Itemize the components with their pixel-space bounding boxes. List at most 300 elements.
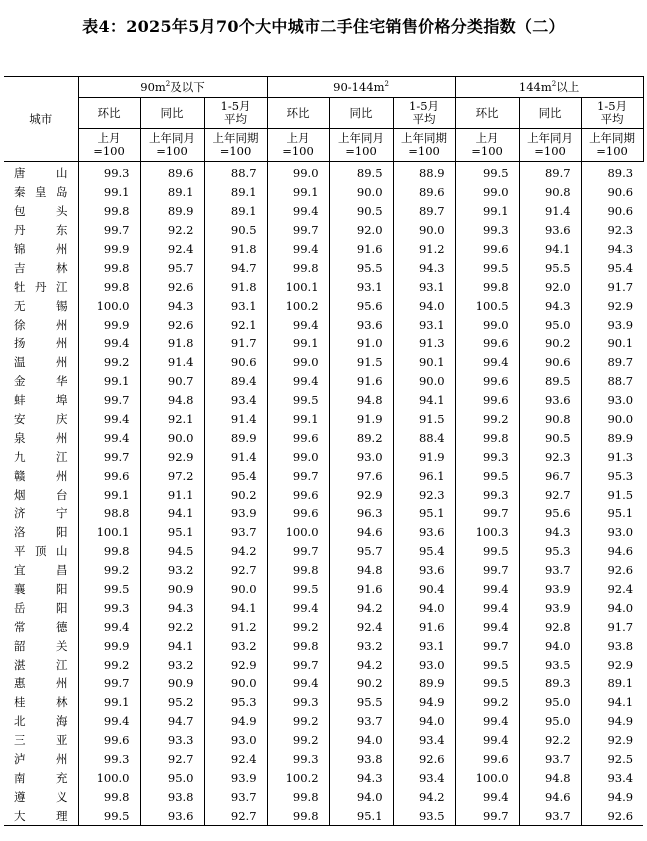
index-value: 94.6 <box>329 523 393 542</box>
index-value: 91.9 <box>329 410 393 429</box>
index-value: 95.6 <box>329 296 393 315</box>
index-value: 92.4 <box>140 240 204 259</box>
table-row <box>4 712 643 731</box>
city-name: 常德 <box>14 619 68 634</box>
index-value: 99.7 <box>267 655 329 674</box>
table-row <box>4 504 643 523</box>
base-header: 上年同期 =100 <box>393 129 455 162</box>
index-value: 99.4 <box>267 674 329 693</box>
index-value: 99.7 <box>78 447 140 466</box>
table-row <box>4 561 643 580</box>
index-value: 100.3 <box>455 523 519 542</box>
index-value: 90.5 <box>329 202 393 221</box>
table-row <box>4 296 643 315</box>
index-value: 99.8 <box>267 636 329 655</box>
index-value: 99.0 <box>267 353 329 372</box>
index-value: 91.4 <box>519 202 581 221</box>
index-value: 91.5 <box>581 485 643 504</box>
city-name: 三亚 <box>14 733 68 748</box>
city-name: 牡丹江 <box>14 279 68 294</box>
index-value: 99.7 <box>267 542 329 561</box>
index-value: 91.3 <box>581 447 643 466</box>
index-value: 93.4 <box>393 769 455 788</box>
index-value: 99.3 <box>78 598 140 617</box>
index-value: 94.2 <box>204 542 267 561</box>
table-row <box>4 221 643 240</box>
table-row <box>4 580 643 599</box>
table-row <box>4 693 643 712</box>
index-value: 88.7 <box>204 162 267 183</box>
index-value: 92.4 <box>204 750 267 769</box>
index-value: 99.4 <box>455 787 519 806</box>
index-value: 93.9 <box>519 598 581 617</box>
index-value: 99.6 <box>78 731 140 750</box>
index-value: 93.0 <box>393 655 455 674</box>
city-name: 九江 <box>14 449 68 464</box>
city-name: 秦皇岛 <box>14 185 68 200</box>
index-value: 99.4 <box>267 372 329 391</box>
index-value: 99.4 <box>78 617 140 636</box>
table-row <box>4 447 643 466</box>
index-value: 93.6 <box>140 806 204 825</box>
index-value: 90.0 <box>329 183 393 202</box>
index-value: 94.1 <box>140 504 204 523</box>
index-value: 93.9 <box>581 315 643 334</box>
table-row <box>4 655 643 674</box>
index-value: 94.9 <box>393 693 455 712</box>
table-row <box>4 617 643 636</box>
index-value: 94.0 <box>393 712 455 731</box>
index-value: 99.9 <box>78 315 140 334</box>
city-name: 济宁 <box>14 506 68 521</box>
index-value: 99.3 <box>78 750 140 769</box>
index-value: 99.5 <box>267 391 329 410</box>
index-value: 94.5 <box>140 542 204 561</box>
index-value: 92.6 <box>393 750 455 769</box>
index-value: 92.2 <box>140 617 204 636</box>
city-name: 吉林 <box>14 260 68 275</box>
table-row <box>4 769 643 788</box>
index-value: 94.8 <box>140 391 204 410</box>
index-value: 90.6 <box>581 183 643 202</box>
city-name: 襄阳 <box>14 582 68 597</box>
index-value: 96.3 <box>329 504 393 523</box>
index-value: 99.7 <box>455 561 519 580</box>
index-value: 99.8 <box>267 806 329 825</box>
index-value: 93.4 <box>393 731 455 750</box>
index-value: 92.2 <box>519 731 581 750</box>
index-value: 90.8 <box>519 183 581 202</box>
table-row <box>4 258 643 277</box>
table-row <box>4 523 643 542</box>
index-value: 99.4 <box>267 240 329 259</box>
index-value: 94.2 <box>393 787 455 806</box>
table-title: 表4：2025年5月70个大中城市二手住宅销售价格分类指数（二） <box>82 17 565 36</box>
index-value: 90.1 <box>581 334 643 353</box>
city-name: 唐山 <box>14 166 68 181</box>
index-value: 99.6 <box>455 750 519 769</box>
index-value: 97.6 <box>329 466 393 485</box>
index-value: 99.0 <box>455 315 519 334</box>
table-row <box>4 240 643 259</box>
index-value: 94.0 <box>329 731 393 750</box>
index-value: 99.3 <box>455 485 519 504</box>
index-value: 93.5 <box>393 806 455 825</box>
index-value: 100.0 <box>267 523 329 542</box>
index-value: 99.1 <box>78 372 140 391</box>
city-name: 扬州 <box>14 336 68 351</box>
index-value: 99.2 <box>455 410 519 429</box>
index-value: 99.6 <box>267 504 329 523</box>
sub-header: 同比 <box>519 98 581 129</box>
index-value: 99.6 <box>455 334 519 353</box>
table-row <box>4 806 643 825</box>
index-value: 99.2 <box>267 731 329 750</box>
index-value: 99.6 <box>455 372 519 391</box>
city-column-header: 城市 <box>4 77 78 162</box>
index-value: 95.0 <box>519 693 581 712</box>
index-value: 95.7 <box>329 542 393 561</box>
index-value: 99.1 <box>78 693 140 712</box>
table-row <box>4 485 643 504</box>
city-name: 泸州 <box>14 752 68 767</box>
index-value: 99.1 <box>78 485 140 504</box>
city-name: 泉州 <box>14 430 68 445</box>
index-value: 93.8 <box>140 787 204 806</box>
index-value: 89.7 <box>519 162 581 183</box>
table-row <box>4 598 643 617</box>
index-value: 94.3 <box>393 258 455 277</box>
city-name: 温州 <box>14 355 68 370</box>
table-row <box>4 353 643 372</box>
index-value: 92.9 <box>204 655 267 674</box>
index-value: 92.9 <box>140 447 204 466</box>
index-value: 91.7 <box>204 334 267 353</box>
index-value: 99.7 <box>78 674 140 693</box>
index-value: 99.3 <box>455 221 519 240</box>
index-value: 99.6 <box>455 391 519 410</box>
index-value: 100.1 <box>78 523 140 542</box>
index-value: 89.1 <box>140 183 204 202</box>
index-value: 99.2 <box>455 693 519 712</box>
index-value: 93.0 <box>204 731 267 750</box>
index-value: 94.8 <box>519 769 581 788</box>
index-value: 94.1 <box>519 240 581 259</box>
base-header: 上月 =100 <box>78 129 140 162</box>
index-value: 90.0 <box>140 428 204 447</box>
base-header: 上年同期 =100 <box>581 129 643 162</box>
index-value: 95.5 <box>329 693 393 712</box>
index-value: 93.6 <box>329 315 393 334</box>
city-name: 南充 <box>14 770 68 785</box>
index-value: 94.6 <box>581 542 643 561</box>
index-value: 99.4 <box>78 334 140 353</box>
index-value: 89.1 <box>204 183 267 202</box>
index-value: 93.6 <box>393 561 455 580</box>
city-name: 湛江 <box>14 657 68 672</box>
index-value: 89.9 <box>581 428 643 447</box>
index-value: 99.7 <box>455 504 519 523</box>
index-value: 100.0 <box>78 296 140 315</box>
index-value: 95.7 <box>140 258 204 277</box>
index-value: 95.4 <box>204 466 267 485</box>
city-name: 烟台 <box>14 487 68 502</box>
base-header: 上年同月 =100 <box>140 129 204 162</box>
city-name: 惠州 <box>14 676 68 691</box>
city-name: 丹东 <box>14 223 68 238</box>
index-value: 92.6 <box>140 277 204 296</box>
index-value: 90.2 <box>519 334 581 353</box>
city-name: 桂林 <box>14 695 68 710</box>
index-value: 99.5 <box>455 674 519 693</box>
index-value: 92.9 <box>581 655 643 674</box>
table-row <box>4 372 643 391</box>
index-value: 92.4 <box>581 580 643 599</box>
index-value: 95.0 <box>519 712 581 731</box>
index-value: 91.5 <box>393 410 455 429</box>
index-value: 89.2 <box>329 428 393 447</box>
city-name: 包头 <box>14 204 68 219</box>
index-value: 94.1 <box>581 693 643 712</box>
index-value: 95.1 <box>140 523 204 542</box>
index-value: 93.3 <box>140 731 204 750</box>
index-value: 90.6 <box>581 202 643 221</box>
index-value: 88.7 <box>581 372 643 391</box>
index-value: 93.6 <box>519 391 581 410</box>
index-value: 92.9 <box>581 731 643 750</box>
table-row <box>4 334 643 353</box>
index-value: 91.8 <box>140 334 204 353</box>
index-value: 99.2 <box>267 712 329 731</box>
group-header-large: $144m^2$以上 <box>455 77 643 98</box>
index-value: 93.1 <box>204 296 267 315</box>
index-value: 99.4 <box>78 410 140 429</box>
index-value: 99.4 <box>267 598 329 617</box>
index-value: 91.3 <box>393 334 455 353</box>
index-value: 99.5 <box>455 542 519 561</box>
index-value: 99.5 <box>267 580 329 599</box>
index-value: 99.0 <box>455 183 519 202</box>
index-value: 99.0 <box>267 447 329 466</box>
index-value: 92.6 <box>581 561 643 580</box>
city-name: 无锡 <box>14 298 68 313</box>
index-value: 99.6 <box>267 428 329 447</box>
index-value: 94.0 <box>393 296 455 315</box>
index-value: 90.8 <box>519 410 581 429</box>
index-value: 95.6 <box>519 504 581 523</box>
index-value: 88.9 <box>393 162 455 183</box>
index-value: 92.8 <box>519 617 581 636</box>
index-value: 91.4 <box>204 447 267 466</box>
index-value: 100.0 <box>78 769 140 788</box>
index-value: 93.1 <box>329 277 393 296</box>
sub-header: 环比 <box>267 98 329 129</box>
index-value: 89.5 <box>329 162 393 183</box>
index-value: 94.3 <box>140 296 204 315</box>
index-value: 89.7 <box>393 202 455 221</box>
index-value: 95.1 <box>329 806 393 825</box>
city-name: 宜昌 <box>14 563 68 578</box>
table-row <box>4 315 643 334</box>
index-value: 96.7 <box>519 466 581 485</box>
index-value: 94.2 <box>329 598 393 617</box>
sub-header: 环比 <box>455 98 519 129</box>
index-value: 99.4 <box>267 202 329 221</box>
index-value: 100.1 <box>267 277 329 296</box>
city-name: 蚌埠 <box>14 393 68 408</box>
index-value: 99.4 <box>455 617 519 636</box>
index-value: 93.9 <box>204 769 267 788</box>
index-value: 90.6 <box>204 353 267 372</box>
index-value: 99.5 <box>455 258 519 277</box>
index-value: 94.0 <box>581 598 643 617</box>
index-value: 90.4 <box>393 580 455 599</box>
index-value: 91.2 <box>204 617 267 636</box>
index-value: 93.5 <box>519 655 581 674</box>
index-value: 94.3 <box>329 769 393 788</box>
index-value: 93.2 <box>204 636 267 655</box>
index-value: 95.4 <box>581 258 643 277</box>
table-row <box>4 391 643 410</box>
index-value: 93.8 <box>581 636 643 655</box>
index-value: 91.6 <box>393 617 455 636</box>
index-value: 99.8 <box>455 277 519 296</box>
index-value: 93.4 <box>581 769 643 788</box>
index-value: 99.2 <box>267 617 329 636</box>
index-value: 92.6 <box>140 315 204 334</box>
index-value: 99.6 <box>455 240 519 259</box>
index-value: 91.7 <box>581 617 643 636</box>
price-index-table <box>4 76 644 826</box>
table-row <box>4 277 643 296</box>
index-value: 94.9 <box>581 787 643 806</box>
index-value: 94.7 <box>204 258 267 277</box>
index-value: 94.7 <box>140 712 204 731</box>
index-value: 99.3 <box>267 693 329 712</box>
index-value: 95.1 <box>581 504 643 523</box>
index-value: 94.9 <box>204 712 267 731</box>
index-value: 94.0 <box>519 636 581 655</box>
index-value: 90.0 <box>204 674 267 693</box>
city-name: 锦州 <box>14 242 68 256</box>
index-value: 91.1 <box>140 485 204 504</box>
index-value: 95.0 <box>140 769 204 788</box>
base-header: 上月 =100 <box>267 129 329 162</box>
index-value: 92.4 <box>329 617 393 636</box>
table-row <box>4 750 643 769</box>
city-name: 平顶山 <box>14 544 68 559</box>
index-value: 93.7 <box>329 712 393 731</box>
base-header: 上年同月 =100 <box>519 129 581 162</box>
index-value: 94.6 <box>519 787 581 806</box>
index-value: 99.4 <box>455 353 519 372</box>
table-row <box>4 674 643 693</box>
city-name: 金华 <box>14 374 68 389</box>
index-value: 90.2 <box>204 485 267 504</box>
index-value: 89.9 <box>140 202 204 221</box>
index-value: 93.1 <box>393 636 455 655</box>
index-value: 89.9 <box>204 428 267 447</box>
index-value: 94.8 <box>329 391 393 410</box>
table-row <box>4 202 643 221</box>
index-value: 90.6 <box>519 353 581 372</box>
index-value: 90.0 <box>581 410 643 429</box>
index-value: 90.9 <box>140 674 204 693</box>
index-value: 93.0 <box>581 391 643 410</box>
index-value: 92.7 <box>204 806 267 825</box>
index-value: 94.0 <box>393 598 455 617</box>
index-value: 93.2 <box>329 636 393 655</box>
index-value: 92.5 <box>581 750 643 769</box>
index-value: 89.1 <box>204 202 267 221</box>
index-value: 99.3 <box>267 750 329 769</box>
base-header: 上年同月 =100 <box>329 129 393 162</box>
index-value: 99.6 <box>78 466 140 485</box>
index-value: 99.7 <box>78 391 140 410</box>
table-row <box>4 466 643 485</box>
index-value: 95.4 <box>393 542 455 561</box>
index-value: 99.2 <box>78 353 140 372</box>
index-value: 90.0 <box>204 580 267 599</box>
index-value: 94.1 <box>140 636 204 655</box>
index-value: 93.0 <box>581 523 643 542</box>
base-header: 上月 =100 <box>455 129 519 162</box>
index-value: 92.0 <box>519 277 581 296</box>
index-value: 89.6 <box>140 162 204 183</box>
index-value: 95.1 <box>393 504 455 523</box>
index-value: 89.4 <box>204 372 267 391</box>
index-value: 99.4 <box>78 712 140 731</box>
index-value: 92.1 <box>204 315 267 334</box>
sub-header: 1-5月 平均 <box>581 98 643 129</box>
city-name: 岳阳 <box>14 600 68 615</box>
index-value: 93.7 <box>204 523 267 542</box>
index-value: 94.1 <box>393 391 455 410</box>
index-value: 99.5 <box>455 162 519 183</box>
index-value: 99.5 <box>455 655 519 674</box>
index-value: 99.3 <box>455 447 519 466</box>
index-value: 94.2 <box>329 655 393 674</box>
index-value: 99.0 <box>267 162 329 183</box>
index-value: 90.2 <box>329 674 393 693</box>
index-value: 97.2 <box>140 466 204 485</box>
index-value: 92.7 <box>140 750 204 769</box>
index-value: 95.5 <box>519 258 581 277</box>
index-value: 91.0 <box>329 334 393 353</box>
index-value: 89.7 <box>581 353 643 372</box>
index-value: 100.2 <box>267 769 329 788</box>
index-value: 99.4 <box>78 428 140 447</box>
index-value: 100.0 <box>455 769 519 788</box>
index-value: 99.4 <box>455 731 519 750</box>
index-value: 93.4 <box>204 391 267 410</box>
index-value: 99.8 <box>78 202 140 221</box>
index-value: 91.4 <box>204 410 267 429</box>
index-value: 99.4 <box>267 315 329 334</box>
index-value: 92.9 <box>581 296 643 315</box>
table-row <box>4 183 643 202</box>
base-header: 上年同期 =100 <box>204 129 267 162</box>
index-value: 90.5 <box>519 428 581 447</box>
index-value: 95.5 <box>329 258 393 277</box>
index-value: 91.7 <box>581 277 643 296</box>
index-value: 88.4 <box>393 428 455 447</box>
index-value: 93.2 <box>140 655 204 674</box>
index-value: 99.5 <box>455 466 519 485</box>
index-value: 99.3 <box>78 162 140 183</box>
index-value: 99.2 <box>78 655 140 674</box>
index-value: 94.3 <box>140 598 204 617</box>
